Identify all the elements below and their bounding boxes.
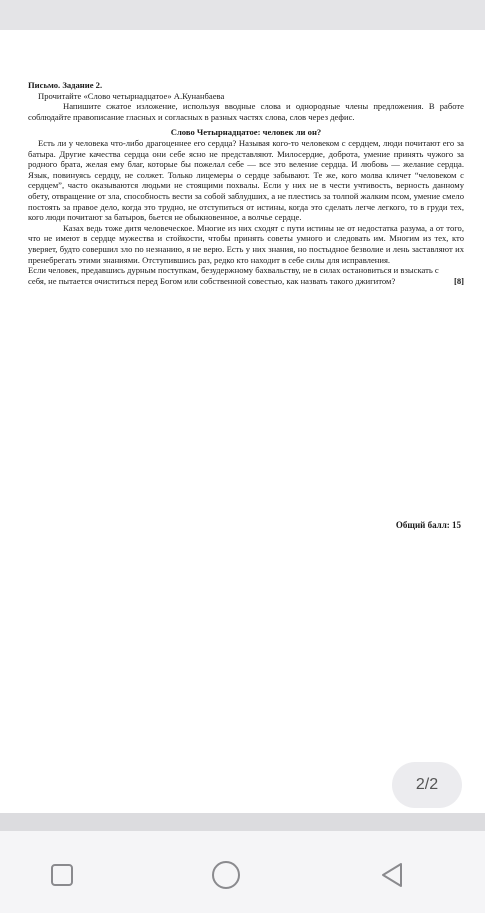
navigation-bar: [0, 831, 485, 913]
task-heading: Письмо. Задание 2.: [28, 80, 103, 90]
paragraph-3-row: [28, 265, 464, 286]
home-icon: [211, 860, 241, 890]
paragraph-1: Есть ли у человека что-либо драгоценнее его сердца? Называя кого-то человеком с сердцем, люди почитают его за батыра. Другие качества сердца они себе ясно не представляют. Милосердие, доброта, умение принять чужого за родного брата, желая ему благ, которые бы пожелал себе — все это веление сердца. И любовь — желание сердца. Язык, повинуясь сердцу, не солжет. Только лицемеры о сердце забывают. Те же, кого молва кличет “человеком с сердцем”, часто оказываются людьми не стоящими похвалы. Если у них не в чести учтивость, верность данному обету, отвращение от зла, способность вести за собой заблудших, а не плестись за толпой жалким псом, умение смело постоять за правое дело, когда это трудно, не отступиться от истины, когда это сделать легче легкого, то в груди тех, кого люди почитают за батыров, бьется не обыкновенное, а волчье сердце.: [28, 137, 464, 223]
separator-bar: [0, 813, 485, 831]
back-button[interactable]: [372, 855, 412, 895]
task-score: [8]: [453, 275, 464, 286]
read-instruction: Прочитайте «Слово четырнадцатое» А.Кунанбаева: [38, 90, 225, 101]
paragraph-3: Если человек, предавшись дурным поступкам, безудержному бахвальству, не в силах остановиться и взыскать с себя, не пытается очиститься перед Богом или собственной совестью, как назвать такого джигитом?: [28, 265, 439, 286]
recent-apps-icon: [50, 863, 74, 887]
paragraph-2: Казах ведь тоже дитя человеческое. Многие из них сходят с пути истины не от недостатка разума, а от того, что не имеют в сердце мужества и стойкости, чтобы принять советы умного и следовать им. Многим из тех, кто уверяет, будто совершил зло по незнанию, я не верю. Есть у них знания, но постыдное безволие и лень заставляют их пренебрегать этими знаниями. Отступившись раз, редко кто находит в себе силы для исправления.: [28, 222, 464, 265]
text-title: Слово Четырнадцатое: человек ли он?: [170, 127, 322, 138]
top-strip: [0, 0, 485, 30]
page-indicator: 2/2: [392, 762, 462, 808]
document-page: [0, 30, 485, 813]
document-text: [28, 80, 464, 286]
back-icon: [379, 861, 405, 889]
home-button[interactable]: [206, 855, 246, 895]
task-instruction: Напишите сжатое изложение, используя вводные слова и однородные члены предложения. В работе соблюдайте правописание гласных и согласных в разных частях слова, слов через дефис.: [28, 101, 464, 122]
total-score: Общий балл: 15: [395, 520, 461, 530]
recent-apps-button[interactable]: [42, 855, 82, 895]
